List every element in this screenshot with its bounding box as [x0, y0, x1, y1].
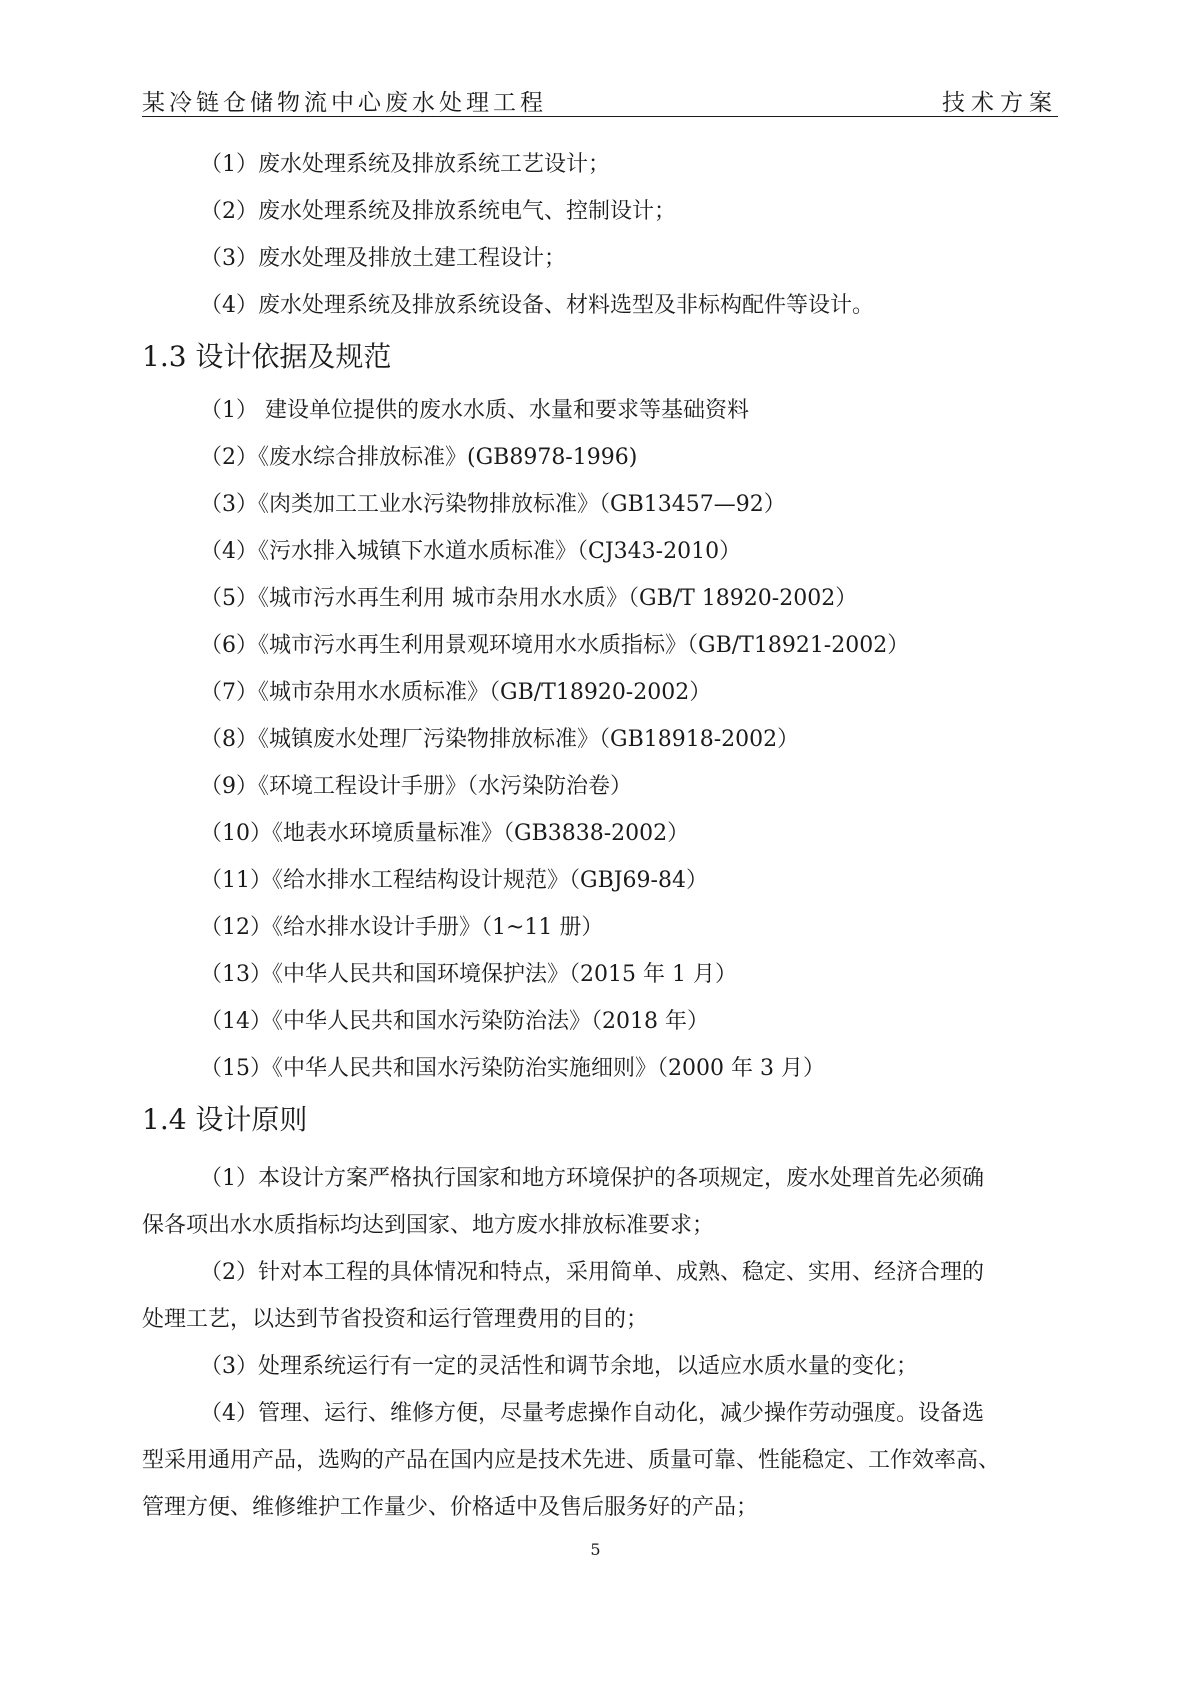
reference-item: （6）《城市污水再生利用景观环境用水水质指标》（GB/T18921-2002）	[200, 633, 910, 658]
page-header	[142, 80, 1058, 117]
reference-item: （9）《环境工程设计手册》（水污染防治卷）	[200, 774, 632, 799]
principle-line: 型采用通用产品，选购的产品在国内应是技术先进、质量可靠、性能稳定、工作效率高、	[142, 1448, 1001, 1473]
scope-item: （2）废水处理系统及排放系统电气、控制设计；	[200, 199, 676, 224]
scope-item: （3）废水处理及排放土建工程设计；	[200, 246, 566, 271]
principle-line: 管理方便、维修维护工作量少、价格适中及售后服务好的产品；	[142, 1495, 759, 1520]
reference-item: （2）《废水综合排放标准》(GB8978-1996)	[200, 445, 638, 470]
principle-line: 保各项出水水质指标均达到国家、地方废水排放标准要求；	[142, 1213, 715, 1238]
reference-item: （11）《给水排水工程结构设计规范》（GBJ69-84）	[200, 868, 708, 893]
principle-line: （1）本设计方案严格执行国家和地方环境保护的各项规定，废水处理首先必须确	[200, 1166, 984, 1191]
header-doc-type: 技术方案	[942, 90, 1058, 116]
reference-item: （12）《给水排水设计手册》（1~11 册）	[200, 915, 604, 940]
reference-item: （1） 建设单位提供的废水水质、水量和要求等基础资料	[200, 398, 749, 423]
reference-item: （15）《中华人民共和国水污染防治实施细则》（2000 年 3 月）	[200, 1056, 825, 1081]
scope-item: （4）废水处理系统及排放系统设备、材料选型及非标构配件等设计。	[200, 293, 874, 318]
principle-line: （4）管理、运行、维修方便，尽量考虑操作自动化，减少操作劳动强度。设备选	[200, 1401, 984, 1426]
reference-item: （4）《污水排入城镇下水道水质标准》（CJ343-2010）	[200, 539, 742, 564]
principle-line: （3）处理系统运行有一定的灵活性和调节余地，以适应水质水量的变化；	[200, 1354, 918, 1379]
section-heading-1-3: 1.3 设计依据及规范	[142, 340, 392, 373]
reference-item: （3）《肉类加工工业水污染物排放标准》（GB13457—92）	[200, 492, 786, 517]
scope-item: （1）废水处理系统及排放系统工艺设计；	[200, 152, 610, 177]
reference-item: （13）《中华人民共和国环境保护法》（2015 年 1 月）	[200, 962, 737, 987]
reference-item: （5）《城市污水再生利用 城市杂用水水质》（GB/T 18920-2002）	[200, 586, 858, 611]
reference-item: （7）《城市杂用水水质标准》（GB/T18920-2002）	[200, 680, 712, 705]
reference-item: （14）《中华人民共和国水污染防治法》（2018 年）	[200, 1009, 709, 1034]
principle-line: （2）针对本工程的具体情况和特点，采用简单、成熟、稳定、实用、经济合理的	[200, 1260, 984, 1285]
reference-item: （10）《地表水环境质量标准》（GB3838-2002）	[200, 821, 690, 846]
reference-item: （8）《城镇废水处理厂污染物排放标准》（GB18918-2002）	[200, 727, 800, 752]
principle-line: 处理工艺，以达到节省投资和运行管理费用的目的；	[142, 1307, 649, 1332]
header-title: 某冷链仓储物流中心废水处理工程	[142, 90, 547, 116]
section-heading-1-4: 1.4 设计原则	[142, 1103, 308, 1136]
page-number: 5	[590, 1540, 601, 1559]
